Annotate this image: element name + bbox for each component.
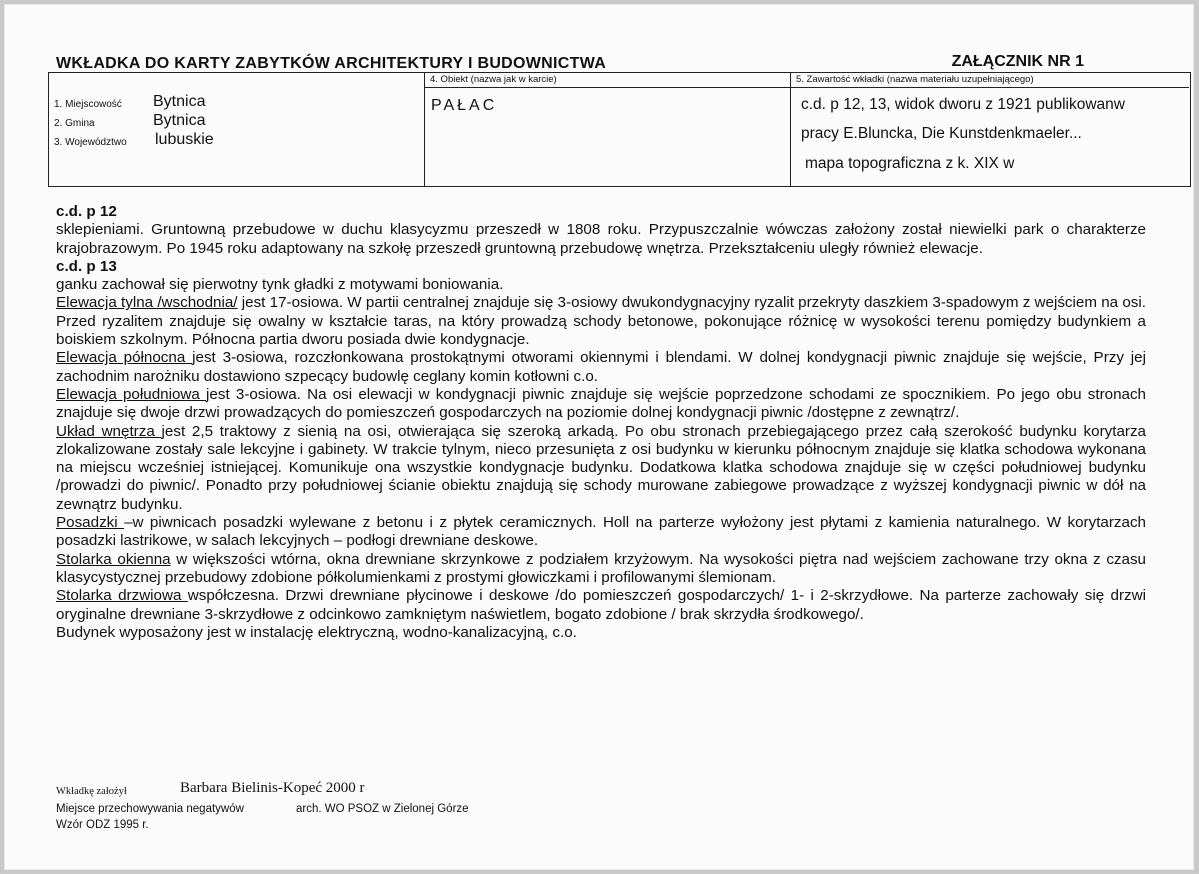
content-line: pracy E.Bluncka, Die Kunstdenkmaeler... bbox=[801, 125, 1082, 142]
section-text: jest 3-osiowa. Na osi elewacji w kondygnacji piwnic znajduje się wejście poprzedzone schodami ze spocznikiem. Po jego obu stronach znajduje się dwoje drzwi prowadzących do pomieszczeń gospodarczych na poziomie dolnej kondygnacji piwnic /dostępne z zewnątrz/. bbox=[56, 385, 1147, 422]
section-floors bbox=[56, 514, 1146, 551]
content-line: mapa topograficzna z k. XIX w bbox=[805, 155, 1015, 172]
place-value: Bytnica bbox=[153, 93, 206, 110]
author-label: Wkładkę założył bbox=[56, 786, 127, 797]
section-heading: Elewacja północna bbox=[56, 349, 193, 367]
section-rear-elevation bbox=[56, 294, 1146, 349]
voivodeship-label: 3. Województwo bbox=[54, 137, 127, 148]
voivodeship-value: lubuskie bbox=[155, 131, 214, 148]
section-heading: Układ wnętrza bbox=[56, 422, 162, 440]
author-name: Barbara Bielinis-Kopeć 2000 r bbox=[180, 780, 365, 796]
section-text: –w piwnicach posadzki wylewane z betonu i z płytek ceramicznych. Holl na parterze wyłożony jest płytami z kamienia naturalnego. W korytarzach posadzki lastrikowe, w salach lekcyjnych – podłogi drewniane deskowe. bbox=[56, 514, 1146, 550]
section-heading: Elewacja południowa bbox=[56, 385, 207, 403]
section-heading: Elewacja tylna /wschodnia/ bbox=[56, 294, 238, 312]
section-north-elevation bbox=[56, 349, 1146, 386]
object-header-row bbox=[425, 73, 790, 88]
attachment-number: ZAŁĄCZNIK NR 1 bbox=[951, 53, 1084, 70]
negatives-label: Miejsce przechowywania negatywów bbox=[56, 803, 244, 815]
object-label: 4. Obiekt (nazwa jak w karcie) bbox=[430, 74, 557, 85]
content-column bbox=[791, 73, 1189, 186]
paragraph: Budynek wyposażony jest w instalację elektryczną, wodno-kanalizacyjną, c.o. bbox=[56, 623, 577, 641]
commune-label: 2. Gmina bbox=[54, 118, 95, 129]
record-card bbox=[4, 4, 1194, 870]
section-text: jest 3-osiowa, rozczłonkowana prostokątnymi otworami okiennymi i blendami. W dolnej kondygnacji piwnic znajduje się wejście, Przy jej zachodnim narożniku dostawiono szpecący budowlę ceglany komin kotłowni c.o. bbox=[56, 349, 1146, 385]
section-text: w większości wtórna, okna drewniane skrzynkowe z podziałem krzyżowym. Na wysokości piętra nad wejściem zachowane trzy okna z czasu klasycystycznej przebudowy zdobione półkolumienkami z prostymi głowiczkami i profilowanymi ślemionam. bbox=[56, 550, 1146, 586]
page-reference: c.d. p 12 bbox=[56, 203, 117, 220]
place-label: 1. Miejscowość bbox=[54, 99, 122, 110]
content-line: c.d. p 12, 13, widok dworu z 1921 publikowanw bbox=[801, 96, 1125, 113]
form-fields-table bbox=[48, 72, 1191, 187]
section-text: jest 17-osiowa. W partii centralnej znajduje się 3-osiowy dwukondygnacyjny ryzalit przekryty daszkiem 3-spadowym z wejściem na osi. Przed ryzalitem znajduje się owalny w kształcie taras, na który prowadzą schody betonowe, pokonujące różnicę w wysokości terenu pomiędzy budynkiem a boiskiem szkolnym. Północna partia dworu posiada dwie kondygnacje. bbox=[56, 294, 1146, 349]
section-text: współczesna. Drzwi drewniane płycinowe i deskowe /do pomieszczeń gospodarczych/ 1- i 2-skrzydłowe. Na parterze zachowały się drzwi oryginalne drewniane 3-skrzydłowe z odcinkowo zamkniętym naświetlem, bogato zdobione / brak skrzydła środkowego/. bbox=[56, 587, 1146, 623]
section-windows bbox=[56, 551, 1146, 588]
content-label: 5. Zawartość wkładki (nazwa materiału uzupełniającego) bbox=[796, 74, 1034, 85]
template-version: Wzór ODZ 1995 r. bbox=[56, 819, 149, 831]
section-heading: Stolarka okienna bbox=[56, 550, 171, 568]
commune-value: Bytnica bbox=[153, 112, 206, 129]
form-title: WKŁADKA DO KARTY ZABYTKÓW ARCHITEKTURY I BUDOWNICTWA bbox=[56, 55, 607, 72]
section-text: jest 2,5 traktowy z sienią na osi, otwierająca się szeroką arkadą. Po obu stronach przebiegającego przez całą szerokość budynku korytarza zlokalizowane zostały sale lekcyjne i gabinety. W trakcie tylnym, nieco przesunięta z osi budynku w kierunku północnym znajduje się klatka schodowa wykonana na miejscu wcześniej istniejącej. Komunikuje ona wszystkie kondygnacje budynku. Dodatkowa klatka schodowa znajduje się w części południowej budynku /prowadzi do piwnic/. Ponadto przy południowej ścianie obiektu znajdują się schody murowane zabiegowe prowadzące z wyższej kondygnacji piwnic w dół na zewnątrz budynku. bbox=[56, 422, 1146, 513]
description-body bbox=[56, 203, 1146, 642]
section-heading: Posadzki bbox=[56, 514, 125, 532]
section-doors bbox=[56, 587, 1146, 624]
page-reference: c.d. p 13 bbox=[56, 257, 117, 275]
location-column bbox=[49, 73, 425, 186]
content-header-row bbox=[791, 73, 1189, 88]
object-column bbox=[425, 73, 791, 186]
paragraph: ganku zachował się pierwotny tynk gładki z motywami boniowania. bbox=[56, 276, 504, 294]
paragraph: sklepieniami. Gruntowną przebudowe w duchu klasycyzmu przeszedł w 1808 roku. Przypuszczalnie wówczas założony został niewielki park o charakterze krajobrazowym. Po 1945 roku adaptowany na szkołę przeszedł gruntowną przebudowę wnętrza. Przekształceniu uległy również elewacje. bbox=[56, 221, 1146, 257]
negatives-location: arch. WO PSOZ w Zielonej Górze bbox=[296, 803, 469, 815]
section-interior-layout bbox=[56, 423, 1146, 514]
section-heading: Stolarka drzwiowa bbox=[56, 587, 188, 605]
object-value: PAŁAC bbox=[431, 97, 498, 114]
section-south-elevation bbox=[56, 386, 1146, 423]
